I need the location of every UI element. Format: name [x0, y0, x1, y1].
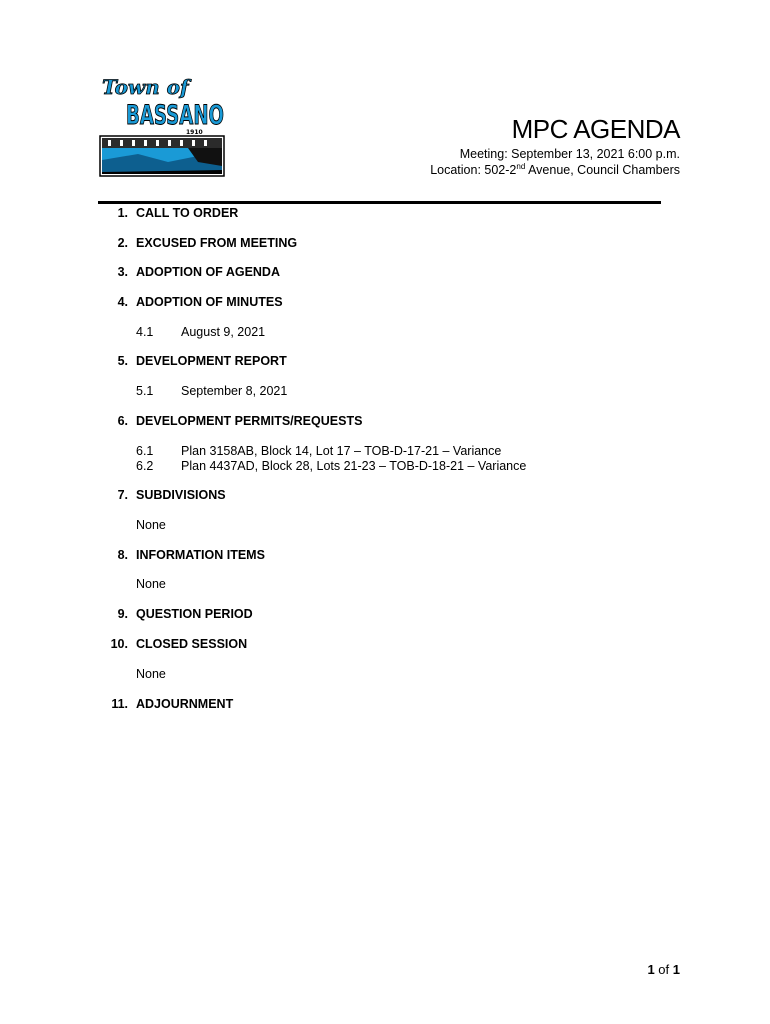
agenda-item-label: ADJOURNMENT: [136, 697, 234, 711]
location-suffix: Avenue, Council Chambers: [525, 163, 680, 177]
agenda-item-label: EXCUSED FROM MEETING: [136, 236, 298, 250]
location-superscript: nd: [516, 161, 526, 171]
total-pages: 1: [672, 962, 680, 977]
page-number: [647, 962, 680, 977]
sub-item-number: 5.1: [136, 384, 154, 398]
agenda-item-number: 3.: [117, 265, 128, 279]
meeting-datetime: Meeting: September 13, 2021 6:00 p.m.: [459, 147, 680, 161]
agenda-item-number: 1.: [117, 206, 128, 220]
agenda-item-label: DEVELOPMENT PERMITS/REQUESTS: [136, 414, 363, 428]
agenda-item-number: 11.: [111, 697, 128, 711]
agenda-item-label: ADOPTION OF AGENDA: [136, 265, 280, 279]
agenda-item-number: 4.: [117, 295, 128, 309]
agenda-item-label: CLOSED SESSION: [136, 637, 248, 651]
agenda-item-label: QUESTION PERIOD: [136, 607, 253, 621]
sub-item-text: Plan 4437AD, Block 28, Lots 21-23 – TOB-D-18-21 – Variance: [181, 459, 527, 473]
location-prefix: Location: 502-2: [430, 163, 517, 177]
header-divider: [98, 201, 661, 204]
agenda-item-number: 8.: [117, 548, 128, 562]
page-title: MPC AGENDA: [511, 114, 680, 144]
none-text: None: [136, 577, 166, 591]
sub-item-text: September 8, 2021: [181, 384, 288, 398]
agenda-item-number: 10.: [110, 637, 128, 651]
agenda-item-label: DEVELOPMENT REPORT: [136, 354, 287, 368]
none-text: None: [136, 667, 166, 681]
logo-bridge-pillars: [108, 140, 207, 146]
agenda-item-label: ADOPTION OF MINUTES: [136, 295, 283, 309]
town-of-bassano-logo: [98, 74, 228, 180]
logo-town-of-text: Town of: [102, 75, 189, 99]
agenda-item-number: 2.: [117, 236, 128, 250]
agenda-item-number: 6.: [117, 414, 128, 428]
agenda-item-number: 7.: [117, 488, 128, 502]
current-page: 1: [647, 962, 655, 977]
agenda-item-number: 9.: [117, 607, 128, 621]
sub-item-number: 6.1: [136, 444, 154, 458]
logo-small-text: 1910: [186, 129, 203, 136]
sub-item-text: Plan 3158AB, Block 14, Lot 17 – TOB-D-17-21 – Variance: [181, 444, 502, 458]
agenda-item-label: SUBDIVISIONS: [136, 488, 226, 502]
agenda-item-number: 5.: [117, 354, 128, 368]
logo-graphic: [98, 74, 228, 180]
sub-item-number: 4.1: [136, 325, 154, 339]
sub-item-number: 6.2: [136, 459, 154, 473]
logo-bassano-text: BASSANO: [126, 100, 224, 131]
none-text: None: [136, 518, 166, 532]
sub-item-text: August 9, 2021: [181, 325, 266, 339]
agenda-item-label: CALL TO ORDER: [136, 206, 239, 220]
page-of-label: of: [658, 962, 670, 977]
meeting-location: [430, 163, 680, 177]
agenda-item-label: INFORMATION ITEMS: [136, 548, 265, 562]
